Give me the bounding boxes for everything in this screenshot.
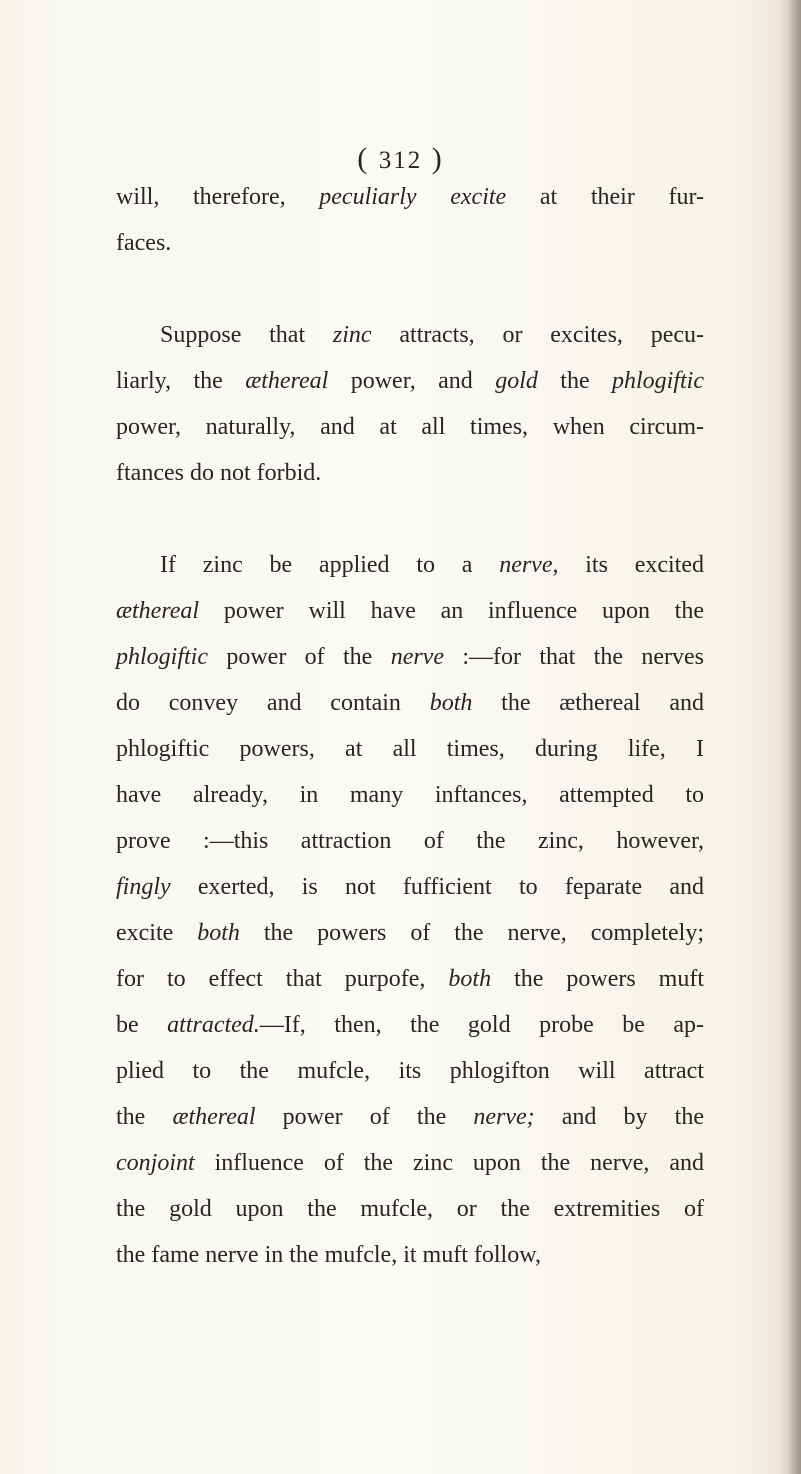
text-run: the fame nerve in the mufcle, it muft follow,: [116, 1242, 541, 1268]
text-run: excite: [116, 920, 198, 946]
text-run: prove :—this attraction of the zinc, however,: [116, 828, 704, 854]
text-line: [116, 726, 704, 772]
text-line: [116, 1002, 704, 1048]
text-run: and by the: [534, 1104, 704, 1130]
italic-text: peculiarly excite: [319, 184, 507, 210]
text-run: ftances do not forbid.: [116, 460, 322, 486]
text-run: at their fur-: [506, 184, 705, 210]
text-line: [116, 312, 704, 358]
text-line: [116, 588, 704, 634]
header-close-paren: ): [431, 142, 444, 175]
text-run: power of the: [208, 644, 391, 670]
text-run: —If, then, the gold probe be ap-: [259, 1012, 705, 1038]
text-run: faces.: [116, 230, 172, 256]
italic-text: phlogiftic: [116, 644, 208, 670]
italic-text: æthereal: [116, 598, 200, 624]
paragraph-2: [116, 312, 704, 496]
italic-text: nerve,: [499, 552, 559, 578]
text-line: [116, 772, 704, 818]
text-line: [116, 1048, 704, 1094]
paragraph-gap: [116, 266, 704, 312]
text-run: the powers muft: [491, 966, 705, 992]
text-run: have already, in many inftances, attempted to: [116, 782, 704, 808]
text-line: [116, 220, 704, 266]
text-line: [116, 1094, 704, 1140]
paragraph-1: [116, 174, 704, 266]
text-run: influence of the zinc upon the nerve, and: [194, 1150, 704, 1176]
text-run: exerted, is not fufficient to feparate and: [170, 874, 704, 900]
text-line: [116, 1186, 704, 1232]
paragraph-gap: [116, 496, 704, 542]
text-line: [116, 818, 704, 864]
italic-text: attracted.: [167, 1012, 260, 1038]
italic-text: both: [429, 690, 473, 716]
italic-text: gold: [495, 368, 538, 394]
text-run: plied to the mufcle, its phlogifton will attract: [116, 1058, 704, 1084]
text-line: [116, 634, 704, 680]
text-run: the æthereal and: [472, 690, 704, 716]
text-run: phlogiftic powers, at all times, during life, I: [116, 736, 704, 762]
text-run: liarly, the: [116, 368, 246, 394]
header-open-paren: (: [357, 142, 370, 175]
text-line: [116, 542, 704, 588]
text-line: [116, 864, 704, 910]
italic-text: æthereal: [172, 1104, 256, 1130]
text-run: :—for that the nerves: [443, 644, 704, 670]
text-line: [116, 956, 704, 1002]
page-number: 312: [378, 147, 423, 174]
italic-text: fingly: [116, 874, 171, 900]
italic-text: conjoint: [116, 1150, 195, 1176]
text-line: [116, 910, 704, 956]
text-run: Suppose that: [160, 322, 333, 348]
italic-text: zinc: [332, 322, 372, 348]
text-run: do convey and contain: [116, 690, 430, 716]
text-run: power of the: [255, 1104, 474, 1130]
text-line: [116, 174, 704, 220]
text-line: [116, 404, 704, 450]
text-line: [116, 450, 704, 496]
text-run: its excited: [558, 552, 704, 578]
page-spine-shadow: [779, 0, 801, 1474]
text-run: power will have an influence upon the: [199, 598, 704, 624]
text-run: the gold upon the mufcle, or the extremities of: [116, 1196, 704, 1222]
text-run: the powers of the nerve, completely;: [239, 920, 705, 946]
text-run: the: [537, 368, 612, 394]
page-body-text: [116, 174, 704, 1278]
text-run: the: [116, 1104, 173, 1130]
italic-text: nerve;: [473, 1104, 535, 1130]
paragraph-3: [116, 542, 704, 1278]
text-run: be: [116, 1012, 168, 1038]
text-line: [116, 1140, 704, 1186]
text-line: [116, 358, 704, 404]
text-run: power, naturally, and at all times, when circum-: [116, 414, 704, 440]
italic-text: both: [197, 920, 240, 946]
text-run: attracts, or excites, pecu-: [371, 322, 704, 348]
text-line: [116, 680, 704, 726]
page-number-header: [0, 142, 801, 176]
italic-text: nerve: [390, 644, 444, 670]
italic-text: phlogiftic: [612, 368, 704, 394]
text-run: will, therefore,: [116, 184, 320, 210]
italic-text: æthereal: [245, 368, 329, 394]
text-line: [116, 1232, 704, 1278]
text-run: power, and: [328, 368, 496, 394]
italic-text: both: [448, 966, 492, 992]
text-run: If zinc be applied to a: [160, 552, 500, 578]
text-run: for to effect that purpofe,: [116, 966, 449, 992]
